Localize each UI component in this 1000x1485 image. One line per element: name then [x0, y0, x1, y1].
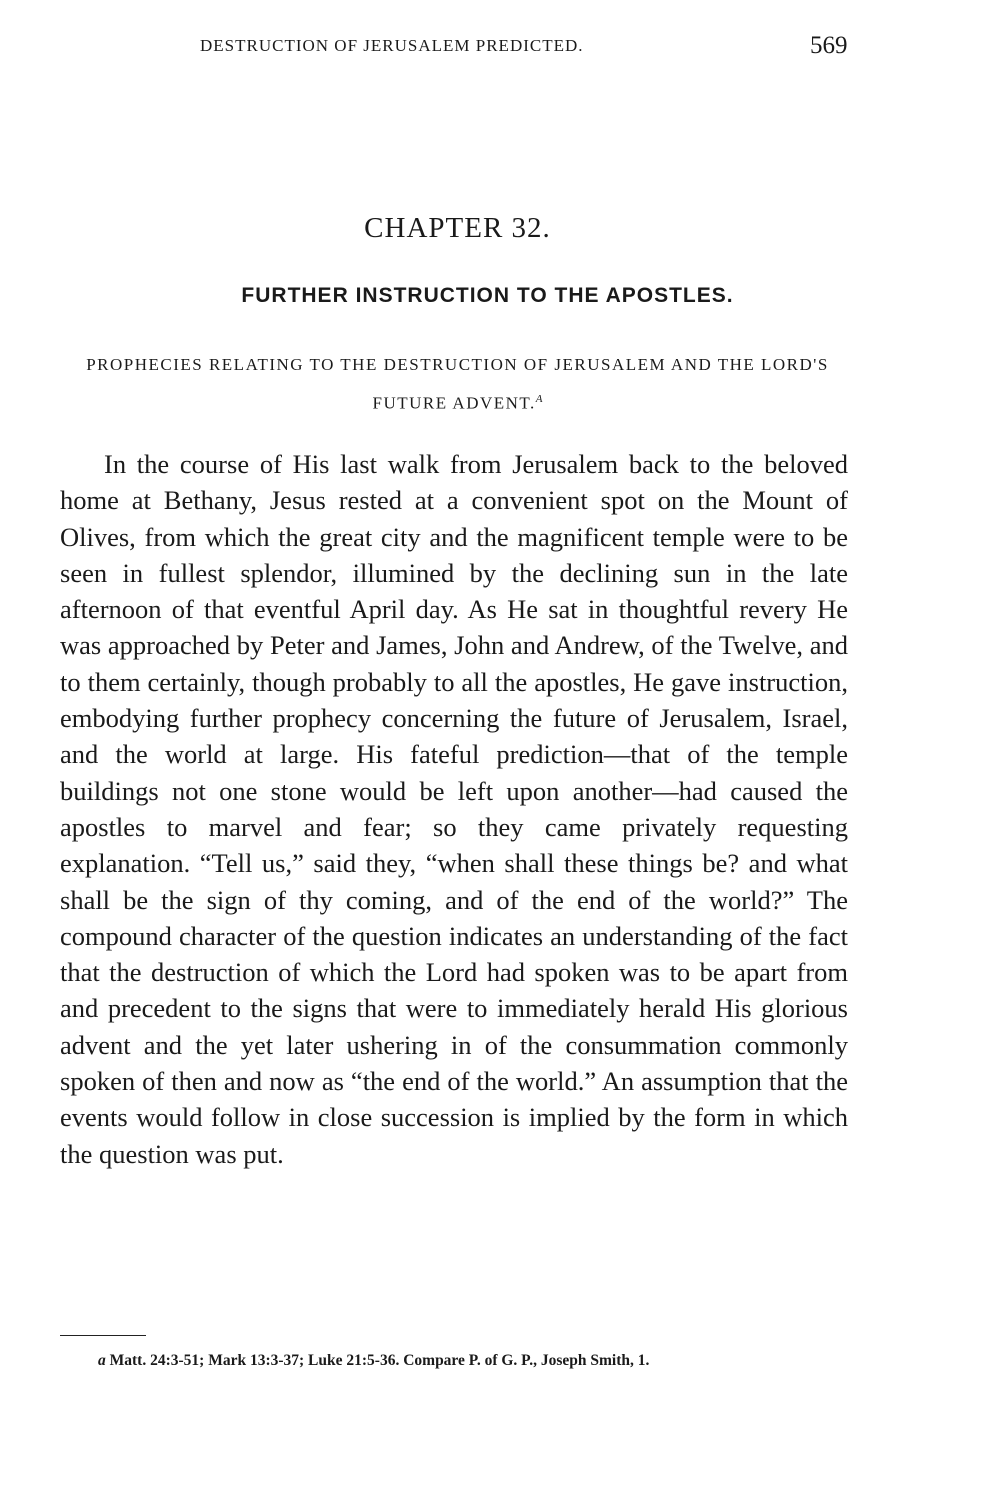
- footnote-divider: [60, 1335, 146, 1336]
- chapter-number: CHAPTER 32.: [364, 212, 551, 244]
- chapter-title: FURTHER INSTRUCTION TO THE APOSTLES.: [241, 284, 734, 307]
- footnote-marker: a: [98, 1352, 106, 1369]
- subtitle-note-marker: A: [535, 393, 543, 405]
- body-paragraph: In the course of His last walk from Jerusalem back to the beloved home at Bethany, Jesus rested at a convenient spot on the Mount of Olives, from which the great city and the magnificent temple were to be seen in fullest splendor, illumined by the declining sun in the late afternoon of that eventful April day. As He sat in thoughtful revery He was approached by Peter and James, John and Andrew, of the Twelve, and to them certainly, though probably to all the apostles, He gave instruction, embodying further prophecy concerning the future of Jerusalem, Israel, and the world at large. His fateful prediction—that of the temple buildings not one stone would be left upon another—had caused the apostles to marvel and fear; so they came privately requesting explanation. “Tell us,” said they, “when shall these things be? and what shall be the sign of thy coming, and of the end of the world?” The compound character of the question indicates an understanding of the fact that the destruction of which the Lord had spoken was to be apart from and precedent to the signs that were to immediately herald His glorious advent and the yet later ushering in of the consummation commonly spoken of then and now as “the end of the world.” An assumption that the events would follow in close succession is implied by the form in which the question was put.: [60, 449, 848, 1169]
- footnote: [60, 1352, 850, 1370]
- footnote-text: Matt. 24:3-51; Mark 13:3-37; Luke 21:5-36. Compare P. of G. P., Joseph Smith, 1.: [109, 1352, 650, 1369]
- running-head: DESTRUCTION OF JERUSALEM PREDICTED.: [200, 36, 584, 55]
- chapter-subtitle-text: PROPHECIES RELATING TO THE DESTRUCTION OF JERUSALEM AND THE LORD'S FUTURE ADVENT.: [86, 355, 829, 413]
- chapter-subtitle: [60, 348, 855, 421]
- page-number: 569: [810, 32, 848, 59]
